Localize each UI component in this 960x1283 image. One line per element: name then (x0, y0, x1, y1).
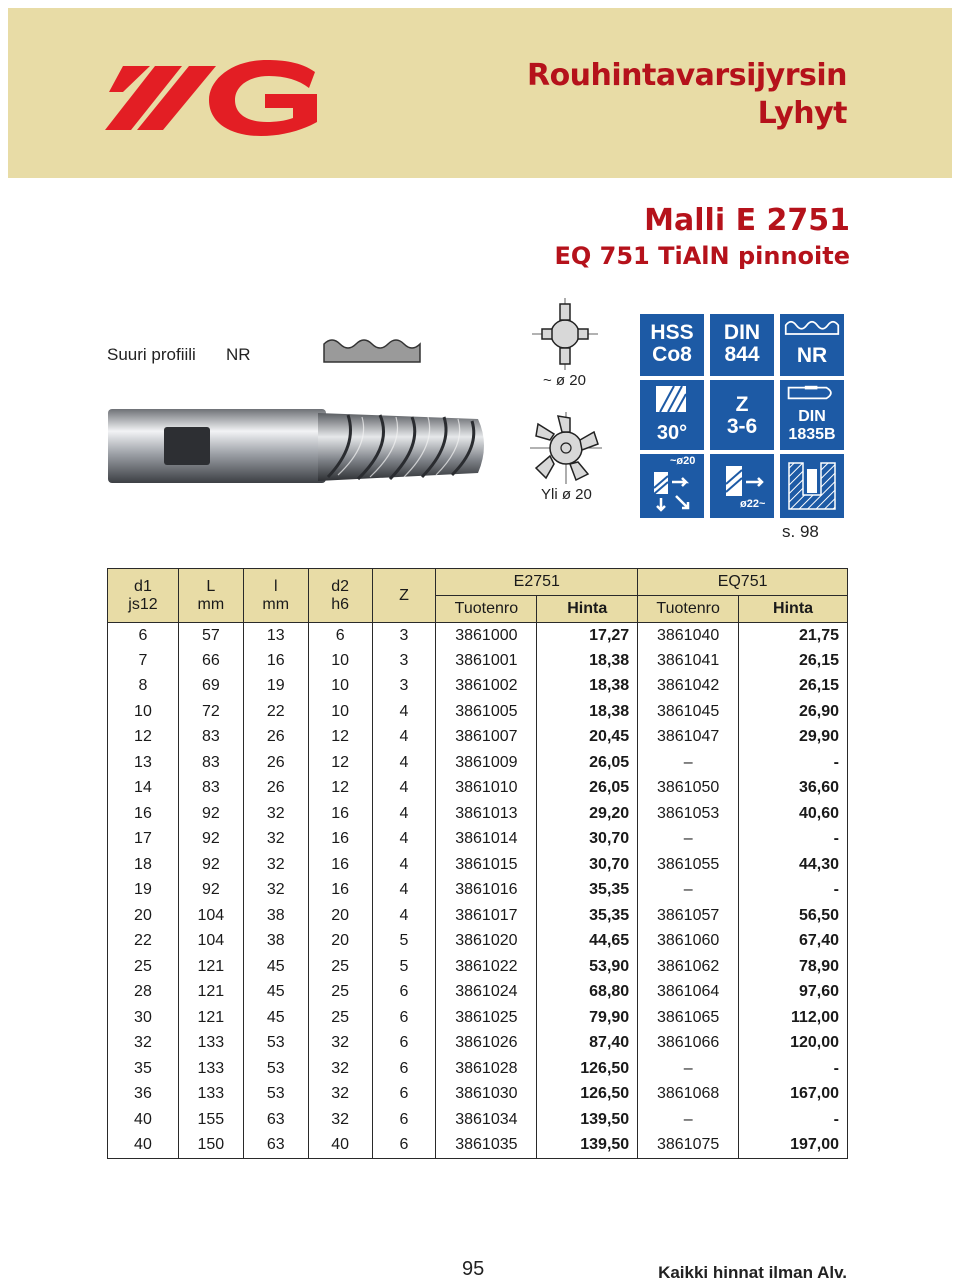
cell-L: 92 (178, 878, 243, 904)
col-header-L (178, 569, 243, 623)
wave-profile-icon (784, 318, 840, 336)
cell-d2: 16 (308, 827, 372, 853)
table-row (108, 878, 848, 904)
cell-d1: 17 (108, 827, 179, 853)
cell-L: 83 (178, 750, 243, 776)
cell-l: 45 (243, 980, 308, 1006)
cell-l: 38 (243, 929, 308, 955)
cell-d1: 10 (108, 699, 179, 725)
cell-tuotenro-eq: 3861047 (638, 725, 739, 751)
cell-tuotenro-eq: 3861065 (638, 1005, 739, 1031)
cell-hinta-e: 20,45 (537, 725, 638, 751)
cell-tuotenro-eq: – (638, 827, 739, 853)
table-row (108, 725, 848, 751)
cell-tuotenro-eq: 3861045 (638, 699, 739, 725)
cell-z: 4 (372, 725, 436, 751)
side-tool-icon (718, 460, 768, 500)
col-header-hinta-eq: Hinta (739, 596, 848, 623)
cell-hinta-e: 126,50 (537, 1082, 638, 1108)
cell-tuotenro-eq: 3861055 (638, 852, 739, 878)
group-header-e2751: E2751 (436, 569, 638, 596)
cell-hinta-eq: 167,00 (739, 1082, 848, 1108)
cell-d2: 10 (308, 648, 372, 674)
cell-d1: 20 (108, 903, 179, 929)
col-header-hinta-e: Hinta (537, 596, 638, 623)
profile-nr-icon (780, 314, 844, 376)
cell-L: 104 (178, 903, 243, 929)
cell-z: 5 (372, 929, 436, 955)
cell-L: 133 (178, 1056, 243, 1082)
cell-d1: 22 (108, 929, 179, 955)
flutes-line-1: Z (735, 393, 749, 416)
col-header-tuotenro-eq: Tuotenro (638, 596, 739, 623)
cell-l: 32 (243, 852, 308, 878)
shank-line-1: DIN (798, 408, 826, 425)
cell-l: 63 (243, 1133, 308, 1159)
cell-d2: 25 (308, 980, 372, 1006)
material-line-2: Co8 (652, 343, 692, 366)
cell-hinta-e: 35,35 (537, 878, 638, 904)
table-row (108, 1056, 848, 1082)
footer-note: Kaikki hinnat ilman Alv. (658, 1263, 847, 1282)
cell-l: 53 (243, 1031, 308, 1057)
helix-label: 30° (656, 422, 688, 444)
cell-L: 72 (178, 699, 243, 725)
table-row (108, 1005, 848, 1031)
table-body (108, 623, 848, 1159)
table-row (108, 954, 848, 980)
model-title (555, 202, 851, 272)
cell-d2: 16 (308, 878, 372, 904)
page-title (527, 57, 847, 133)
cell-hinta-eq: 56,50 (739, 903, 848, 929)
cell-z: 6 (372, 1031, 436, 1057)
cell-z: 3 (372, 674, 436, 700)
cell-L: 155 (178, 1107, 243, 1133)
cell-tuotenro-e: 3861000 (436, 623, 537, 649)
cell-d2: 40 (308, 1133, 372, 1159)
cell-tuotenro-e: 3861007 (436, 725, 537, 751)
cell-tuotenro-e: 3861017 (436, 903, 537, 929)
cell-d2: 32 (308, 1107, 372, 1133)
cell-hinta-eq: 78,90 (739, 954, 848, 980)
cell-d2: 16 (308, 852, 372, 878)
cell-hinta-eq: 112,00 (739, 1005, 848, 1031)
cell-hinta-eq: 67,40 (739, 929, 848, 955)
cell-d1: 19 (108, 878, 179, 904)
cell-d2: 32 (308, 1031, 372, 1057)
cell-d1: 16 (108, 801, 179, 827)
table-row (108, 1082, 848, 1108)
cell-z: 4 (372, 903, 436, 929)
cell-d2: 12 (308, 776, 372, 802)
cell-hinta-eq: - (739, 1056, 848, 1082)
cell-L: 66 (178, 648, 243, 674)
cell-z: 6 (372, 980, 436, 1006)
side-cut-icon (710, 454, 774, 518)
cell-hinta-e: 87,40 (537, 1031, 638, 1057)
shank-flat-icon (784, 384, 840, 402)
cell-tuotenro-eq: 3861042 (638, 674, 739, 700)
table-row (108, 903, 848, 929)
slot-cut-icon (780, 454, 844, 518)
helix-flute-icon (652, 384, 692, 414)
price-table (107, 568, 848, 1159)
cell-d2: 10 (308, 699, 372, 725)
page-reference: s. 98 (782, 522, 819, 541)
material-hss-co8-icon (640, 314, 704, 376)
cell-tuotenro-e: 3861016 (436, 878, 537, 904)
cell-tuotenro-eq: 3861062 (638, 954, 739, 980)
cell-L: 133 (178, 1082, 243, 1108)
col-header-tuotenro-e: Tuotenro (436, 596, 537, 623)
cell-d1: 7 (108, 648, 179, 674)
cell-l: 26 (243, 750, 308, 776)
cell-L: 83 (178, 776, 243, 802)
cell-tuotenro-e: 3861035 (436, 1133, 537, 1159)
col-header-d1-sub: js12 (128, 595, 158, 613)
plunge-tool-icon (648, 468, 698, 514)
cell-d2: 12 (308, 750, 372, 776)
cell-tuotenro-e: 3861014 (436, 827, 537, 853)
cell-hinta-eq: 26,15 (739, 674, 848, 700)
cell-l: 26 (243, 725, 308, 751)
cell-l: 53 (243, 1056, 308, 1082)
cell-z: 4 (372, 776, 436, 802)
profile-code: NR (226, 345, 251, 364)
cell-d2: 32 (308, 1056, 372, 1082)
cell-l: 63 (243, 1107, 308, 1133)
cell-hinta-eq: 21,75 (739, 623, 848, 649)
cell-d1: 6 (108, 623, 179, 649)
cell-hinta-eq: 40,60 (739, 801, 848, 827)
cell-hinta-e: 126,50 (537, 1056, 638, 1082)
cell-d1: 40 (108, 1107, 179, 1133)
cell-tuotenro-eq: 3861041 (638, 648, 739, 674)
cell-tuotenro-eq: – (638, 750, 739, 776)
table-row (108, 1031, 848, 1057)
slot-hatch-icon (787, 461, 837, 511)
cell-l: 22 (243, 699, 308, 725)
cell-hinta-eq: - (739, 750, 848, 776)
cell-L: 104 (178, 929, 243, 955)
cell-hinta-eq: - (739, 878, 848, 904)
cell-hinta-eq: 36,60 (739, 776, 848, 802)
table-row (108, 699, 848, 725)
cell-hinta-e: 18,38 (537, 674, 638, 700)
cell-d2: 25 (308, 1005, 372, 1031)
cell-L: 150 (178, 1133, 243, 1159)
cell-L: 92 (178, 827, 243, 853)
cell-tuotenro-e: 3861034 (436, 1107, 537, 1133)
col-header-l (243, 569, 308, 623)
din-844-icon (710, 314, 774, 376)
cell-tuotenro-e: 3861030 (436, 1082, 537, 1108)
table-row (108, 1133, 848, 1159)
cell-l: 16 (243, 648, 308, 674)
cell-hinta-e: 29,20 (537, 801, 638, 827)
cell-hinta-e: 79,90 (537, 1005, 638, 1031)
col-header-z: Z (372, 569, 436, 623)
cell-tuotenro-eq: 3861068 (638, 1082, 739, 1108)
cell-d2: 16 (308, 801, 372, 827)
cell-l: 38 (243, 903, 308, 929)
cell-tuotenro-e: 3861028 (436, 1056, 537, 1082)
cell-tuotenro-e: 3861013 (436, 801, 537, 827)
cell-d2: 6 (308, 623, 372, 649)
cutter-label-large: Yli ø 20 (541, 486, 592, 503)
yg-logo (105, 58, 320, 138)
side-label: ø22~ (740, 498, 766, 510)
cell-tuotenro-e: 3861025 (436, 1005, 537, 1031)
cell-hinta-e: 30,70 (537, 852, 638, 878)
cell-l: 53 (243, 1082, 308, 1108)
cell-hinta-e: 44,65 (537, 929, 638, 955)
cell-L: 92 (178, 852, 243, 878)
cell-tuotenro-eq: 3861060 (638, 929, 739, 955)
cell-tuotenro-eq: 3861040 (638, 623, 739, 649)
cell-d1: 12 (108, 725, 179, 751)
cell-hinta-eq: 97,60 (739, 980, 848, 1006)
title-line-1: Rouhintavarsijyrsin (526, 58, 847, 93)
cell-z: 6 (372, 1133, 436, 1159)
cell-d2: 20 (308, 929, 372, 955)
cell-hinta-eq: 26,15 (739, 648, 848, 674)
table-row (108, 750, 848, 776)
flutes-line-2: 3-6 (726, 415, 758, 438)
table-header-row-1 (108, 569, 848, 596)
cell-l: 19 (243, 674, 308, 700)
cell-z: 4 (372, 852, 436, 878)
col-header-d1 (108, 569, 179, 623)
cell-L: 121 (178, 980, 243, 1006)
cutter-section-small-icon (530, 296, 600, 372)
cell-d2: 32 (308, 1082, 372, 1108)
col-header-d2-label: d2 (331, 577, 350, 595)
cell-d1: 32 (108, 1031, 179, 1057)
cell-hinta-e: 139,50 (537, 1133, 638, 1159)
cell-d1: 14 (108, 776, 179, 802)
cell-d1: 36 (108, 1082, 179, 1108)
title-line-2: Lyhyt (757, 96, 847, 131)
cell-L: 121 (178, 1005, 243, 1031)
cell-L: 92 (178, 801, 243, 827)
cutter-label-small: ~ ø 20 (543, 372, 586, 389)
cell-hinta-eq: 44,30 (739, 852, 848, 878)
cell-tuotenro-eq: – (638, 1107, 739, 1133)
profile-label: Suuri profiili (107, 345, 196, 364)
cell-d1: 35 (108, 1056, 179, 1082)
table-row (108, 674, 848, 700)
cell-d2: 10 (308, 674, 372, 700)
cell-tuotenro-eq: 3861064 (638, 980, 739, 1006)
cell-hinta-eq: 26,90 (739, 699, 848, 725)
cell-z: 4 (372, 827, 436, 853)
cell-z: 5 (372, 954, 436, 980)
cell-d1: 18 (108, 852, 179, 878)
cell-d1: 40 (108, 1133, 179, 1159)
cell-hinta-e: 68,80 (537, 980, 638, 1006)
cell-tuotenro-e: 3861005 (436, 699, 537, 725)
plunge-cut-icon (640, 454, 704, 518)
cell-tuotenro-eq: 3861066 (638, 1031, 739, 1057)
cell-tuotenro-e: 3861024 (436, 980, 537, 1006)
group-header-eq751: EQ751 (638, 569, 848, 596)
cell-L: 83 (178, 725, 243, 751)
cell-tuotenro-e: 3861009 (436, 750, 537, 776)
din-line-1: DIN (723, 321, 761, 344)
cell-d1: 13 (108, 750, 179, 776)
table-row (108, 801, 848, 827)
table-row (108, 980, 848, 1006)
cell-d2: 20 (308, 903, 372, 929)
cell-hinta-e: 26,05 (537, 776, 638, 802)
cell-z: 4 (372, 878, 436, 904)
col-header-d1-label: d1 (134, 577, 152, 595)
cell-hinta-eq: 29,90 (739, 725, 848, 751)
cell-l: 26 (243, 776, 308, 802)
cell-hinta-e: 30,70 (537, 827, 638, 853)
table-row (108, 929, 848, 955)
end-mill-image (108, 405, 490, 487)
cell-hinta-eq: - (739, 827, 848, 853)
cell-hinta-eq: - (739, 1107, 848, 1133)
cutter-section-large-icon (528, 410, 604, 486)
cell-z: 6 (372, 1056, 436, 1082)
cell-tuotenro-e: 3861026 (436, 1031, 537, 1057)
col-header-L-label: L (206, 577, 216, 595)
cell-z: 6 (372, 1082, 436, 1108)
profile-wave-icon (322, 334, 422, 364)
plunge-label: ~ø20 (670, 455, 696, 467)
material-line-1: HSS (650, 321, 694, 344)
table-row (108, 623, 848, 649)
table-row (108, 776, 848, 802)
cell-hinta-e: 26,05 (537, 750, 638, 776)
page-number: 95 (462, 1258, 485, 1280)
model-line-2: EQ 751 TiAlN pinnoite (554, 242, 850, 270)
model-line-1: Malli E 2751 (644, 203, 850, 238)
table-row (108, 852, 848, 878)
col-header-l-label: l (273, 577, 278, 595)
col-header-d2-sub: h6 (331, 595, 350, 613)
cell-tuotenro-eq: 3861057 (638, 903, 739, 929)
cell-L: 133 (178, 1031, 243, 1057)
cell-z: 6 (372, 1005, 436, 1031)
cell-hinta-e: 53,90 (537, 954, 638, 980)
table-row (108, 648, 848, 674)
cell-tuotenro-e: 3861001 (436, 648, 537, 674)
cell-d1: 8 (108, 674, 179, 700)
table-row (108, 827, 848, 853)
flutes-z-icon (710, 380, 774, 450)
cell-d1: 25 (108, 954, 179, 980)
cell-L: 121 (178, 954, 243, 980)
cell-d1: 28 (108, 980, 179, 1006)
cell-hinta-e: 139,50 (537, 1107, 638, 1133)
cell-z: 3 (372, 623, 436, 649)
col-header-d2 (308, 569, 372, 623)
cell-L: 69 (178, 674, 243, 700)
cell-tuotenro-eq: – (638, 1056, 739, 1082)
cell-l: 32 (243, 878, 308, 904)
cell-tuotenro-e: 3861010 (436, 776, 537, 802)
table-row (108, 1107, 848, 1133)
helix-angle-icon (640, 380, 704, 450)
cell-z: 4 (372, 699, 436, 725)
col-header-l-sub: mm (262, 595, 290, 613)
cell-z: 4 (372, 801, 436, 827)
cell-l: 32 (243, 827, 308, 853)
cell-L: 57 (178, 623, 243, 649)
cell-tuotenro-e: 3861022 (436, 954, 537, 980)
cell-d2: 12 (308, 725, 372, 751)
shank-din-1835b-icon (780, 380, 844, 450)
cell-tuotenro-eq: 3861050 (638, 776, 739, 802)
cell-d2: 25 (308, 954, 372, 980)
cell-z: 3 (372, 648, 436, 674)
cell-l: 45 (243, 954, 308, 980)
din-line-2: 844 (724, 343, 760, 366)
cell-l: 32 (243, 801, 308, 827)
cell-tuotenro-e: 3861015 (436, 852, 537, 878)
cell-hinta-e: 35,35 (537, 903, 638, 929)
cell-d1: 30 (108, 1005, 179, 1031)
cell-tuotenro-eq: 3861075 (638, 1133, 739, 1159)
cell-tuotenro-eq: 3861053 (638, 801, 739, 827)
cell-hinta-e: 18,38 (537, 648, 638, 674)
cell-z: 6 (372, 1107, 436, 1133)
col-header-L-sub: mm (197, 595, 225, 613)
cell-tuotenro-e: 3861002 (436, 674, 537, 700)
cell-l: 45 (243, 1005, 308, 1031)
cell-hinta-eq: 120,00 (739, 1031, 848, 1057)
cell-hinta-eq: 197,00 (739, 1133, 848, 1159)
cell-tuotenro-e: 3861020 (436, 929, 537, 955)
cell-hinta-e: 17,27 (537, 623, 638, 649)
cell-z: 4 (372, 750, 436, 776)
shank-line-2: 1835B (788, 426, 836, 443)
cell-l: 13 (243, 623, 308, 649)
cell-hinta-e: 18,38 (537, 699, 638, 725)
profile-icon-label: NR (796, 344, 828, 367)
cell-tuotenro-eq: – (638, 878, 739, 904)
